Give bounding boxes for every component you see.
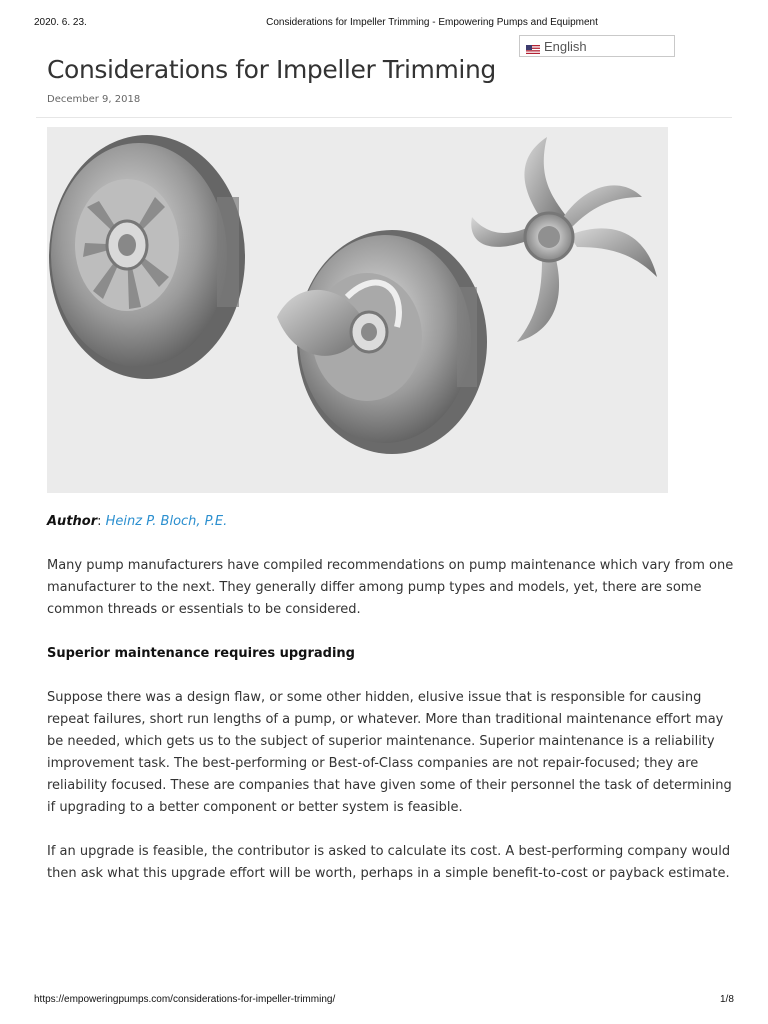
article-body	[47, 511, 737, 907]
intro-paragraph: Many pump manufacturers have compiled recommendations on pump maintenance which vary from one manufacturer to the next. They generally differ among pump types and models, yet, there are some common threads or essentials to be considered.	[47, 558, 734, 617]
impellers-image	[47, 127, 668, 493]
article-title: Considerations for Impeller Trimming	[47, 55, 496, 84]
author-link[interactable]: Heinz P. Bloch, P.E.	[105, 514, 228, 529]
header-divider	[36, 117, 732, 118]
section-heading: Superior maintenance requires upgrading	[47, 646, 355, 661]
article-date: December 9, 2018	[47, 94, 141, 105]
author-separator: :	[97, 514, 106, 529]
print-footer-page: 1/8	[720, 994, 734, 1005]
language-label: English	[544, 38, 587, 54]
author-label: Author	[47, 514, 98, 529]
closed-impeller-left-shape	[49, 135, 245, 379]
body-paragraph-2: Suppose there was a design flaw, or some other hidden, elusive issue that is responsible for causing repeat failures, short run lengths of a pump, or whatever. More than traditional maintenance effort may be needed, which gets us to the subject of superior maintenance. Superior maintenance is a reliability improvement task. The best-performing or Best-of-Class companies are not repair-focused; they are reliability focused. These are companies that have given some of their personnel the task of determining if upgrading to a better component or better system is feasible.	[47, 690, 732, 815]
open-impeller-right-shape	[471, 137, 657, 342]
body-paragraph-3: If an upgrade is feasible, the contributor is asked to calculate its cost. A best-performing company would then ask what this upgrade effort will be worth, perhaps in a simple benefit-to-cost or payback estimate.	[47, 844, 731, 881]
us-flag-icon	[526, 42, 540, 51]
print-header-title: Considerations for Impeller Trimming - Empowering Pumps and Equipment	[266, 17, 598, 28]
print-header-date: 2020. 6. 23.	[34, 17, 87, 28]
closed-impeller-middle-shape	[277, 230, 487, 454]
author-line	[47, 511, 737, 533]
print-footer-url: https://empoweringpumps.com/considerations-for-impeller-trimming/	[34, 994, 336, 1005]
language-selector[interactable]	[519, 35, 675, 57]
